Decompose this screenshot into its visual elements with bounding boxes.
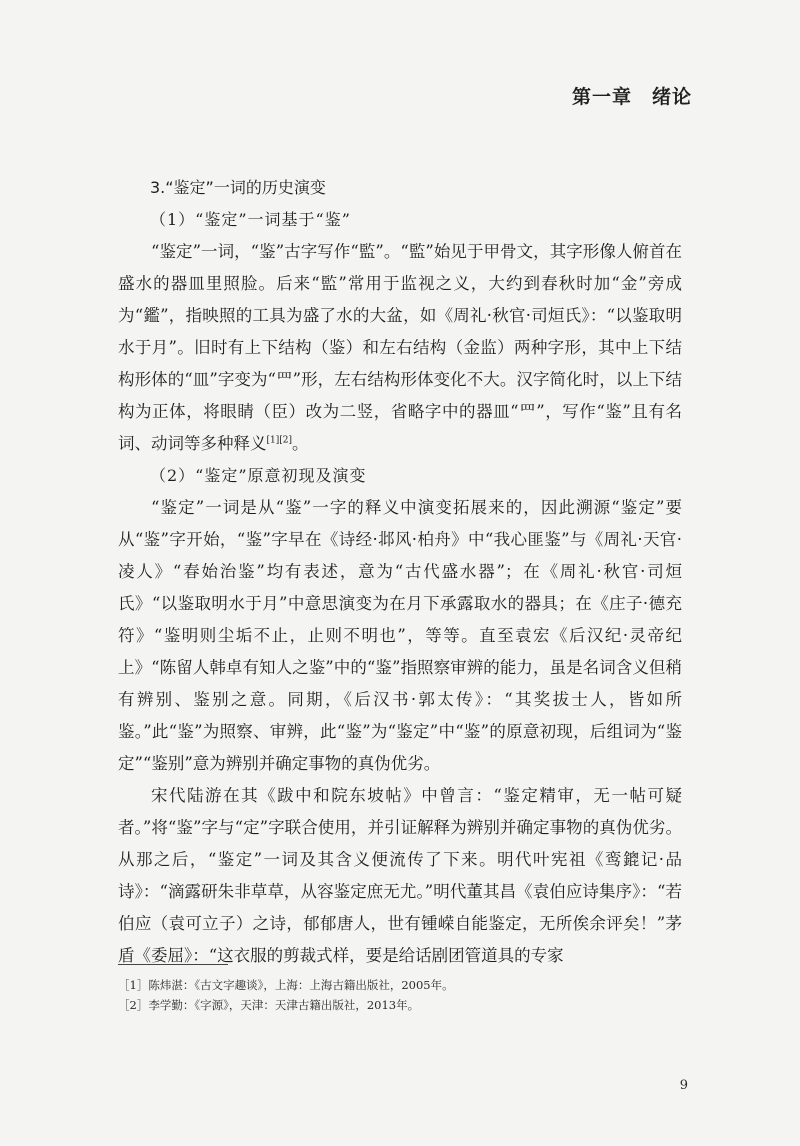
page-number: 9 — [679, 1078, 688, 1093]
paragraph-1-text: “鉴定”一词，“鉴”古字写作“監”。“監”始见于甲骨文，其字形像人俯首在盛水的器皿里照脸。后来“監”常用于监视之义，大约到春秋时加“金”旁成为“鑑”，指映照的工具为盛了水的大盆，如《周礼·秋官·司烜氏》：“以鉴取明水于月”。旧时有上下结构（鉴）和左右结构（金监）两种字形，其中上下结构形体的“皿”字变为“罒”形，左右结构形体变化不大。汉字简化时，以上下结构为正体，将眼睛（臣）改为二竖，省略字中的器皿“罒”，写作“鉴”且有名词、动词等多种释义 — [118, 242, 682, 453]
footnote-2: ［2］李学勤：《字源》，天津：天津古籍出版社，2013年。 — [118, 998, 420, 1012]
footnote-1: ［1］陈炜湛：《古文字趣谈》，上海：上海古籍出版社，2005年。 — [118, 978, 454, 992]
paragraph-1-end: 。 — [292, 434, 309, 453]
section-title: 3.“鉴定”一词的历史演变 — [150, 178, 326, 197]
footnote-divider — [118, 964, 228, 965]
chapter-header: 第一章 绪论 — [571, 86, 692, 108]
subsection-title-2: （2）“鉴定”原意初现及演变 — [150, 466, 367, 485]
paragraph-1 — [118, 236, 682, 460]
footnotes — [118, 975, 682, 1015]
body-text — [118, 172, 682, 972]
subsection-title-1: （1）“鉴定”一词基于“鉴” — [150, 210, 351, 229]
citation-ref: [1][2] — [266, 435, 292, 446]
paragraph-2: “鉴定”一词是从“鉴”一字的释义中演变拓展来的，因此溯源“鉴定”要从“鉴”字开始，“鉴”字早在《诗经·邶风·柏舟》中“我心匪鉴”与《周礼·天官·凌人》“春始治鉴”均有表述，意为“古代盛水器”；在《周礼·秋官·司烜氏》“以鉴取明水于月”中意思演变为在月下承露取水的器具；在《庄子·德充符》“鉴明则尘垢不止，止则不明也”，等等。直至袁宏《后汉纪·灵帝纪上》“陈留人韩卓有知人之鉴”中的“鉴”指照察审辨的能力，虽是名词含义但稍有辨别、鉴别之意。同期，《后汉书·郭太传》：“其奖拔士人，皆如所鉴。”此“鉴”为照察、审辨，此“鉴”为“鉴定”中“鉴”的原意初现，后组词为“鉴定”“鉴别”意为辨别并确定事物的真伪优劣。 — [118, 498, 682, 773]
paragraph-3: 宋代陆游在其《跋中和院东坡帖》中曾言：“鉴定精审，无一帖可疑者。”将“鉴”字与“定”字联合使用，并引证解释为辨别并确定事物的真伪优劣。从那之后，“鉴定”一词及其含义便流传了下来。明代叶宪祖《鸾鎞记·品诗》：“滴露研朱非草草，从容鉴定庶无尤。”明代董其昌《袁伯应诗集序》：“若伯应（袁可立子）之诗，郁郁唐人，世有锺嵘自能鉴定，无所俟余评矣！”茅盾《委屈》：“这衣服的剪裁式样，要是给话剧团管道具的专家 — [118, 786, 682, 965]
